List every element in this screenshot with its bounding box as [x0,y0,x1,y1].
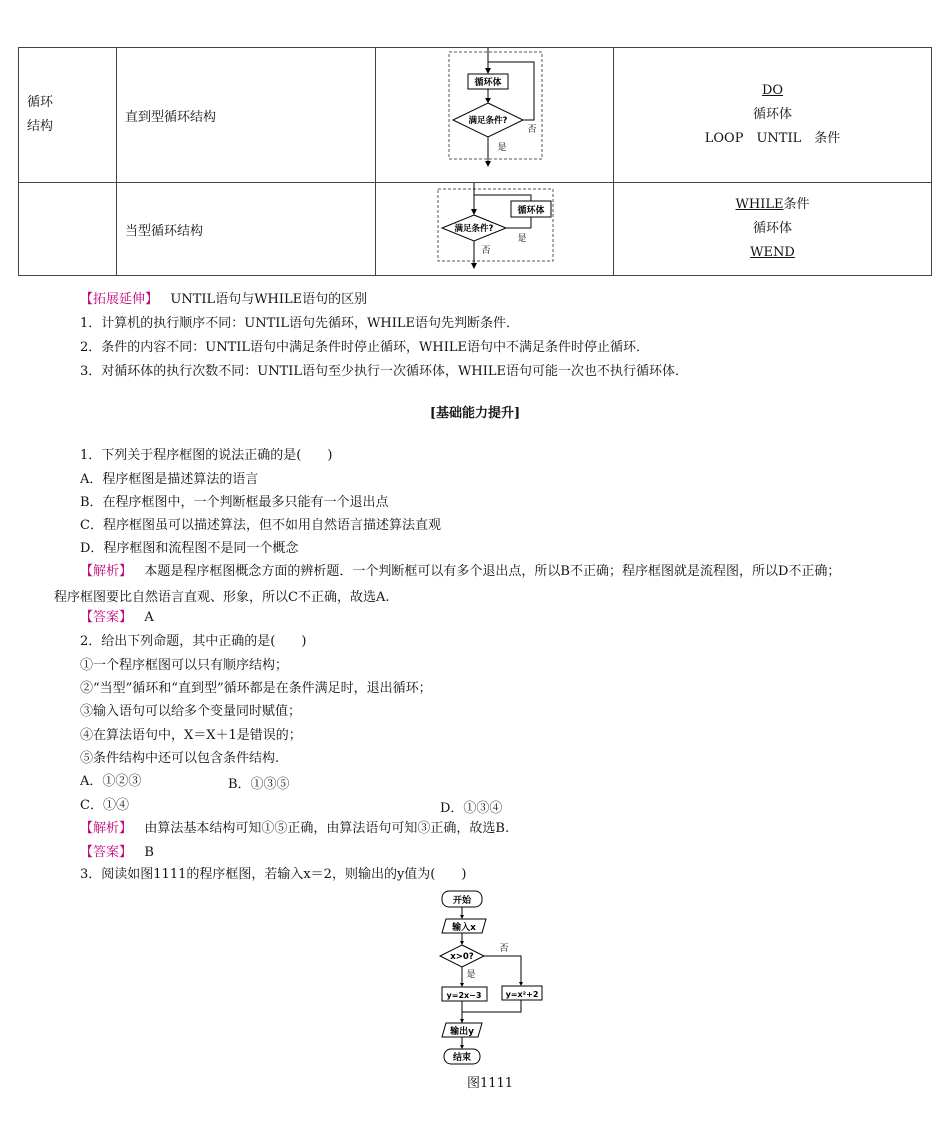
analysis-tag: 【解析】 [80,821,133,836]
extension-item: 2．条件的内容不同：UNTIL语句中满足条件时停止循环，WHILE语句中不满足条件时停止循环． [80,340,649,355]
table-row [19,183,932,276]
no-label: 否 [499,944,509,954]
figure-caption: 图1111 [466,1076,514,1091]
extension-title: UNTIL语句与WHILE语句的区别 [170,292,368,307]
analysis-text: 本题是程序框图概念方面的辨析题．一个判断框可以有多个退出点，所以B不正确；程序框图就是流程图，所以D不正确； [144,564,841,579]
loop-body-label: 循环体 [517,206,545,216]
q2-option-d: D．①③④ [440,801,503,816]
output-label: 输出y [450,1027,474,1037]
answer-tag: 【答案】 [80,610,133,625]
q1-option-d: D．程序框图和流程图不是同一个概念 [80,541,299,556]
q2-prop: ①一个程序框图可以只有顺序结构； [80,658,289,673]
diagram-cell [376,183,614,276]
q3-stem: 3．阅读如图1111的程序框图，若输入x＝2，则输出的y值为( ) [80,867,467,882]
yes-label: 是 [517,234,527,244]
code-wend: WEND [750,245,795,260]
code-do: DO [761,83,784,98]
q2-answer [80,844,154,862]
yes-label: 是 [466,970,476,980]
start-label: 开始 [452,896,472,906]
answer-value: A [144,610,154,625]
q3-flowchart [420,888,560,1068]
extension-heading [80,291,367,309]
code-body: 循环体 [752,221,792,236]
condition-label: 满足条件? [468,116,508,126]
code-loop-until: LOOP UNTIL 条件 [704,131,841,146]
while-loop-diagram [376,183,613,271]
code-cell [614,48,932,183]
loop-structure-table [18,47,932,276]
q1-stem: 1．下列关于程序框图的说法正确的是( ) [80,448,333,463]
diagram-cell [376,48,614,183]
structure-name: 直到型循环结构 [125,109,217,125]
until-loop-diagram [376,48,613,178]
q1-answer [80,609,154,627]
answer-tag: 【答案】 [80,845,133,860]
structure-name-cell [117,48,376,183]
loop-body-label: 循环体 [474,78,502,88]
code-cell [614,183,932,276]
yes-branch-formula: y=2x−3 [446,991,482,1000]
code-condition: 条件 [783,197,810,212]
q1-option-b: B．在程序框图中，一个判断框最多只能有一个退出点 [80,495,389,510]
answer-value: B [144,845,154,860]
q2-prop: ②“当型”循环和“直到型”循环都是在条件满足时，退出循环； [80,681,432,696]
q2-prop: ④在算法语句中，X＝X＋1是错误的； [80,728,302,743]
q1-option-c: C．程序框图虽可以描述算法，但不如用自然语言描述算法直观 [80,518,441,533]
structure-name: 当型循环结构 [125,223,204,239]
condition-label: x>0? [450,952,474,962]
category-cell [19,183,117,276]
analysis-tag: 【解析】 [80,564,133,579]
q1-option-a: A．程序框图是描述算法的语言 [80,472,259,487]
q2-option-a: A．①②③ [80,774,142,789]
extension-item: 1．计算机的执行顺序不同：UNTIL语句先循环，WHILE语句先判断条件． [80,316,519,331]
condition-label: 满足条件? [454,224,494,234]
q2-prop: ⑤条件结构中还可以包含条件结构. [80,751,280,766]
input-label: 输入x [452,923,476,933]
q2-option-b: B．①③⑤ [228,777,290,792]
no-label: 否 [481,246,491,256]
analysis-text: 由算法基本结构可知①⑤正确，由算法语句可知③正确，故选B. [144,821,510,836]
q2-prop: ③输入语句可以给多个变量同时赋值； [80,704,302,719]
section-title: [基础能力提升] [429,406,521,421]
extension-item: 3．对循环体的执行次数不同：UNTIL语句至少执行一次循环体，WHILE语句可能一次也不执行循环体． [80,364,688,379]
no-branch-formula: y=x²+2 [505,990,539,999]
code-while: WHILE [735,197,784,212]
end-label: 结束 [452,1053,472,1063]
q2-analysis [80,820,509,838]
category-cell [19,48,117,183]
q2-stem: 2．给出下列命题，其中正确的是( ) [80,634,307,649]
yes-label: 是 [497,143,507,153]
structure-name-cell [117,183,376,276]
extension-tag: 【拓展延伸】 [80,292,159,307]
no-label: 否 [527,125,537,135]
code-body: 循环体 [752,107,792,122]
q2-option-c: C．①④ [80,798,129,813]
q1-analysis [80,563,840,581]
category-label: 循环 结构 [27,95,54,134]
table-row [19,48,932,183]
q1-analysis-cont: 程序框图要比自然语言直观、形象，所以C不正确，故选A. [54,590,390,605]
